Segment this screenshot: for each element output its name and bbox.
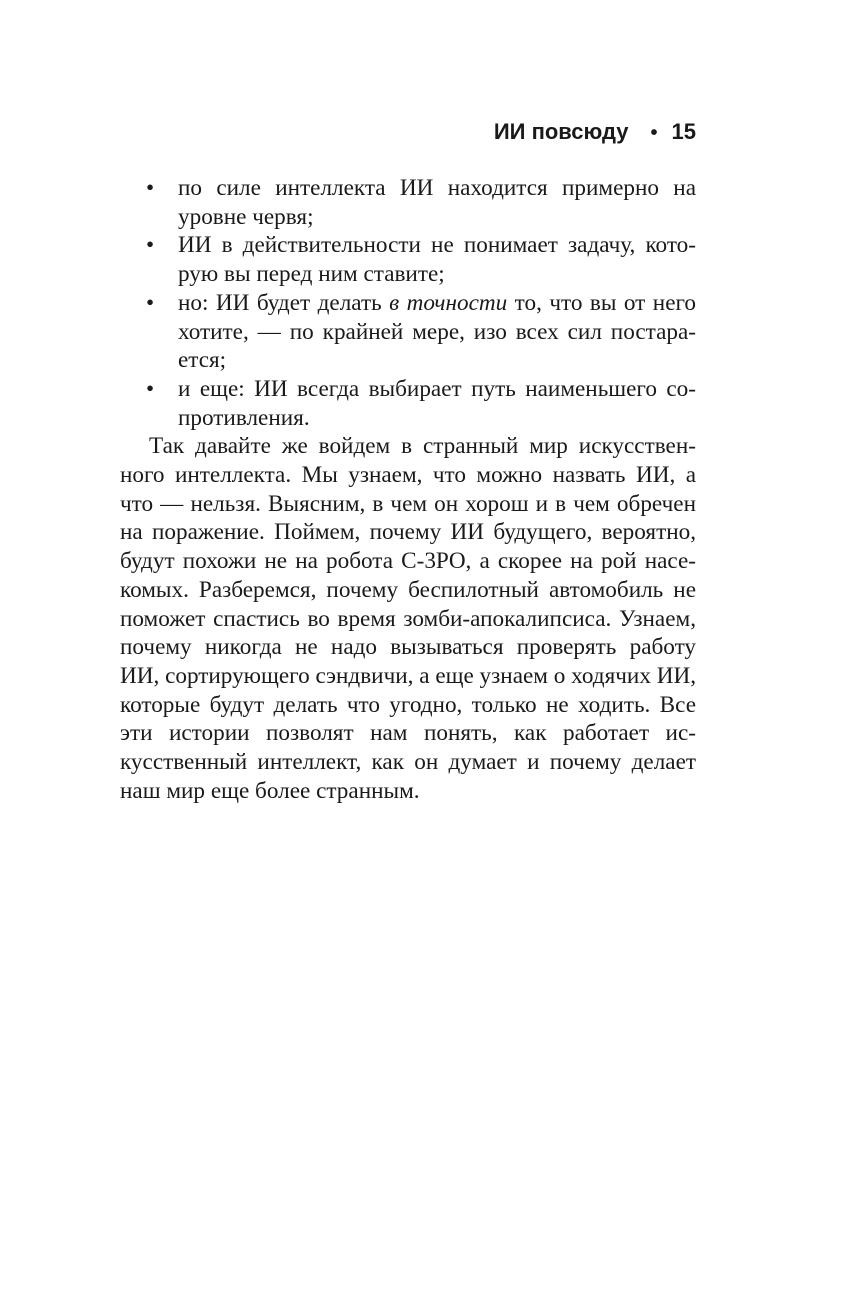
list-item-text: и еще: ИИ всегда выбирает путь наименьшего сопротивления. bbox=[178, 375, 696, 431]
emphasis-text: в точности bbox=[389, 289, 508, 316]
list-item-text-before: но: ИИ будет делать bbox=[178, 289, 390, 316]
page-body bbox=[120, 174, 696, 805]
list-item bbox=[120, 174, 696, 231]
body-paragraph: Так давайте же войдем в странный мир искусственного интеллекта. Мы узнаем, что можно назвать ИИ, а что — нельзя. Выясним, в чем он хорош и в чем обречен на поражение. Поймем, почему ИИ будущего, вероятно, будут похожи не на робота C-3PO, а скорее на рой насекомых. Разберемся, почему беспилотный автомобиль не поможет спастись во время зомби-апокалипсиса. Узнаем, почему никогда не надо вызываться проверять работу ИИ, сортирующего сэндвичи, а еще узнаем о ходячих ИИ, которые будут делать что угодно, только не ходить. Все эти истории позволят нам понять, как работает искусственный интеллект, как он думает и почему делает наш мир еще более странным. bbox=[120, 433, 697, 804]
list-item-text: ИИ в действительности не понимает задачу, которую вы перед ним ставите; bbox=[178, 232, 696, 288]
page-number: 15 bbox=[671, 119, 696, 144]
bullet-icon: • bbox=[146, 289, 155, 316]
bullet-icon: • bbox=[146, 375, 155, 402]
list-item bbox=[120, 289, 696, 375]
list-item bbox=[120, 375, 696, 432]
list-item-text-after: то, что вы от него хотите, — по крайней мере, изо всех сил постарается; bbox=[178, 289, 697, 374]
bullet-list bbox=[120, 174, 696, 432]
bullet-icon: • bbox=[146, 175, 155, 201]
list-item bbox=[120, 231, 696, 288]
running-head bbox=[120, 118, 696, 147]
list-item-text: по силе интеллекта ИИ находится примерно на уровне червя; bbox=[178, 175, 696, 230]
running-head-title: ИИ повсюду bbox=[493, 119, 629, 144]
bullet-icon: • bbox=[146, 232, 155, 259]
running-head-separator: • bbox=[650, 122, 658, 144]
